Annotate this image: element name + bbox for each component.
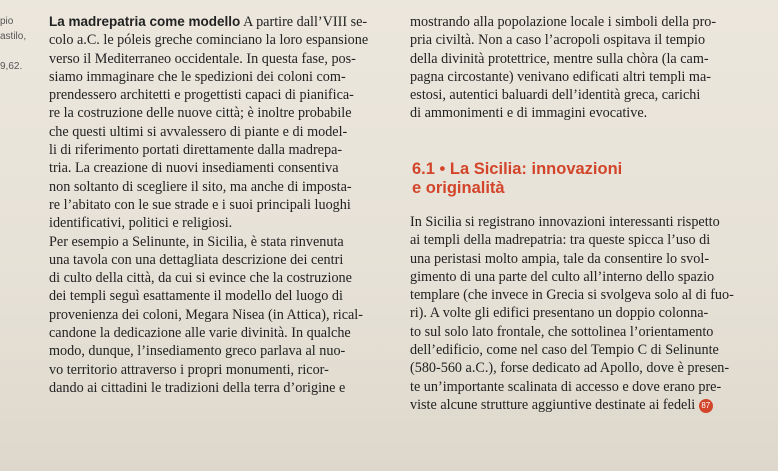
right-text-column	[410, 13, 776, 123]
text-line: siamo immaginare che le spedizioni dei coloni com-	[49, 68, 346, 85]
text-line: templare (che invece in Grecia si svolgeva solo al di fuo-	[410, 287, 734, 304]
margin-label: astilo,	[0, 31, 27, 42]
text-line: della divinità protettrice, mentre sulla chòra (la cam-	[410, 50, 709, 67]
text-line: non soltanto di scegliere il sito, ma anche di imposta-	[49, 178, 352, 195]
text-line: una tavola con una dettagliata descrizione dei centri	[49, 251, 344, 268]
text-line: di culto della città, da cui si evince che la costruzione	[49, 270, 352, 287]
text-line: dando ai cittadini le tradizioni della terra d’origine e	[49, 379, 346, 396]
right-text-column-continued	[410, 213, 776, 414]
text-line: provenienza dei coloni, Megara Nisea (in Attica), rical-	[49, 306, 363, 323]
text-line: dei templi seguì esattamente il modello del luogo di	[49, 288, 343, 305]
text-line: tria. La creazione di nuovi insediamenti consentiva	[49, 160, 339, 177]
text-line: La madrepatria come modello A partire dall’VIII se-	[49, 14, 368, 30]
text-line: estosi, autentici baluardi dell’identità greca, carichi	[410, 87, 701, 104]
text-line: viste alcune strutture aggiuntive destinate ai fedeli 87	[410, 396, 776, 414]
text-line: pagna circostante) venivano edificati altri templi ma-	[410, 68, 711, 85]
text-line: colo a.C. le póleis greche cominciano la loro espansione	[49, 32, 369, 49]
text-line: mostrando alla popolazione locale i simboli della pro-	[410, 14, 717, 30]
left-text-column	[35, 13, 405, 397]
text-line: In Sicilia si registrano innovazioni interessanti rispetto	[410, 214, 720, 230]
text-line: li di riferimento portati direttamente dalla madrepa-	[49, 142, 343, 159]
text-line: dell’edificio, come nel caso del Tempio C di Selinunte	[410, 342, 719, 359]
text-line: candone la dedicazione alle varie divinità. In qualche	[49, 325, 351, 342]
text-line: che questi ultimi si avvalessero di piante e di model-	[49, 123, 348, 140]
reference-badge-icon: 87	[699, 399, 713, 413]
text-line: re la costruzione delle nuove città; è inoltre probabile	[49, 105, 352, 122]
text-line: (580-560 a.C.), forse dedicato ad Apollo, dove è presen-	[410, 360, 730, 377]
text-line: una peristasi molto ampia, tale da consentire lo svol-	[410, 250, 710, 267]
heading-line: e originalità	[412, 179, 505, 197]
text-line: pria civiltà. Non a caso l’acropoli ospitava il tempio	[410, 32, 706, 49]
text-line: to sul solo lato frontale, che sottolinea l’orientamento	[410, 323, 714, 340]
paragraph-lead: La madrepatria come modello	[49, 14, 241, 29]
text-line: Per esempio a Selinunte, in Sicilia, è stata rinvenuta	[49, 233, 344, 250]
text-line: te un’importante scalinata di accesso e dove erano pre-	[410, 378, 722, 395]
margin-label: pio	[0, 16, 14, 27]
section-heading	[412, 160, 742, 198]
text-line: verso il Mediterraneo occidentale. In questa fase, pos-	[49, 50, 356, 67]
text-line: identificativi, politici e religiosi.	[49, 215, 233, 232]
margin-label: 9,62.	[0, 61, 23, 72]
text-line: modo, dunque, l’insediamento greco parlava al nuo-	[49, 343, 346, 360]
text-line: ri). A volte gli edifici presentano un doppio colonna-	[410, 305, 709, 322]
text-line: di ammonimenti e di immagini evocative.	[410, 105, 648, 122]
text-line: prendessero architetti e progettisti capaci di pianifica-	[49, 87, 354, 104]
heading-line: 6.1 • La Sicilia: innovazioni	[412, 160, 623, 178]
text-line: gimento di una parte del culto all’interno dello spazio	[410, 268, 715, 285]
text-line: ai templi della madrepatria: tra queste spicca l’uso di	[410, 232, 711, 249]
text-line: re l’abitato con le sue strade e i suoi principali luoghi	[49, 196, 351, 213]
text-line: vo territorio attraverso i propri monumenti, ricor-	[49, 361, 329, 378]
